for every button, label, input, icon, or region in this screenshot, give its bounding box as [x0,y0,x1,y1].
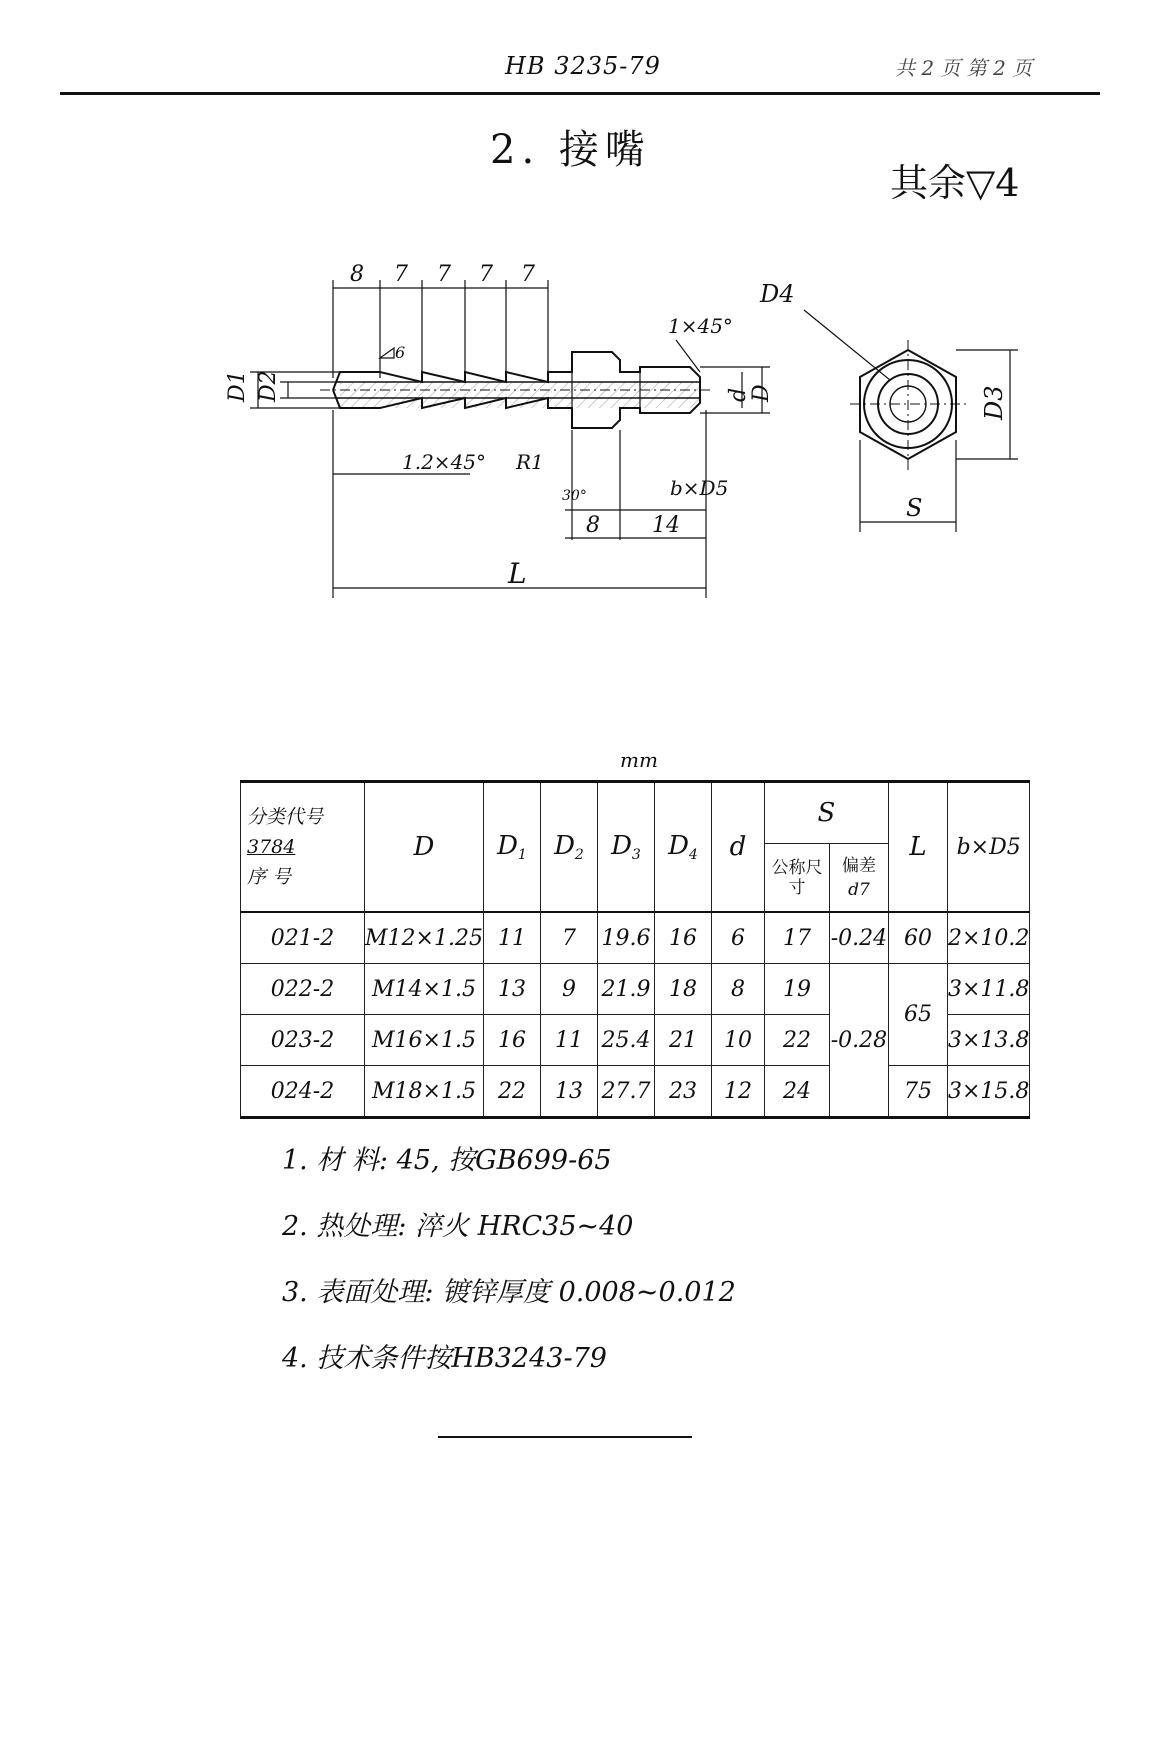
row-D: M14×1.5 [365,964,484,1015]
row-D1: 13 [483,964,540,1015]
code-header-line1: 分类代号 [247,806,324,828]
row-code: 022-2 [241,964,365,1015]
dim-L: L [508,557,527,590]
note-technical-conditions: 4. 技术条件按HB3243-79 [282,1343,607,1374]
label-D4: D4 [760,280,795,308]
dim-8-top: 8 [350,262,364,287]
dim-7-b: 7 [437,262,451,287]
row-bxD5: 3×15.8 [947,1066,1029,1118]
part-side-view [320,352,712,428]
row-code: 024-2 [241,1066,365,1118]
col-S-deviation [829,844,888,913]
row-code: 023-2 [241,1015,365,1066]
page-indicator: 共 2 页 第 2 页 [895,56,1033,80]
row-d: 12 [711,1066,764,1118]
code-header-line3: 序 号 [247,866,292,888]
row-D3: 19.6 [597,912,654,964]
row-L: 65 [888,964,947,1066]
note-heat-treatment: 2. 热处理: 淬火 HRC35~40 [282,1211,634,1242]
col-S-deviation-symbol: d7 [848,879,870,900]
label-D1: D1 [225,370,250,402]
part-title: 2. 接嘴 [490,127,651,173]
row-bxD5: 3×13.8 [947,1015,1029,1066]
label-S: S [906,494,923,522]
end-view-hexagon [850,340,966,470]
row-D4: 21 [654,1015,711,1066]
row-D3: 27.7 [597,1066,654,1118]
row-D2: 7 [540,912,597,964]
roughness-symbol [380,348,394,358]
row-deviation: -0.24 [829,912,888,964]
row-D4: 18 [654,964,711,1015]
col-d: d [711,782,764,913]
col-D: D [365,782,484,913]
dimension-table [240,780,1030,1119]
chamfer-top: 1×45° [668,314,733,338]
dim-7-a: 7 [394,262,408,287]
col-D3-main: D [611,831,632,861]
code-header-cell [241,782,365,913]
row-D3: 21.9 [597,964,654,1015]
col-S: S [764,782,888,844]
row-S: 24 [764,1066,829,1118]
row-bxD5: 2×10.2 [947,912,1029,964]
col-D1 [483,782,540,913]
row-D: M12×1.25 [365,912,484,964]
row-d: 10 [711,1015,764,1066]
row-bxD5: 3×11.8 [947,964,1029,1015]
label-d: d [726,387,751,402]
col-D2 [540,782,597,913]
row-D4: 23 [654,1066,711,1118]
dim-7-d: 7 [521,262,535,287]
technical-notes [282,1128,736,1392]
top-dimension-values [350,262,535,287]
col-D2-main: D [554,831,575,861]
code-header-line2: 3784 [247,836,296,858]
row-D1: 16 [483,1015,540,1066]
col-L: L [888,782,947,913]
row-d: 6 [711,912,764,964]
row-D4: 16 [654,912,711,964]
col-S-nominal: 公称尺寸 [764,844,829,913]
row-S: 17 [764,912,829,964]
table-unit: mm [620,748,658,772]
col-D1-sub: 1 [517,847,527,863]
note-surface-treatment: 3. 表面处理: 镀锌厚度 0.008~0.012 [282,1277,736,1308]
col-D1-main: D [497,831,518,861]
col-D2-sub: 2 [574,847,584,863]
chamfer-bottom: 1.2×45° [402,450,487,474]
groove-label: b×D5 [670,476,729,500]
col-D4-sub: 4 [688,847,698,863]
col-S-deviation-label: 偏差 [841,855,876,876]
dim-8-bottom: 8 [586,513,600,538]
row-D2: 13 [540,1066,597,1118]
row-D: M16×1.5 [365,1015,484,1066]
label-D: D [749,384,774,402]
col-bxD5: b×D5 [947,782,1029,913]
row-code: 021-2 [241,912,365,964]
technical-drawing [0,0,1152,640]
row-L: 75 [888,1066,947,1118]
label-D2: D2 [256,370,281,402]
table-row [241,912,1030,964]
standard-number: HB 3235-79 [505,52,661,80]
row-d: 8 [711,964,764,1015]
row-D3: 25.4 [597,1015,654,1066]
label-D3: D3 [980,385,1008,420]
roughness-left: 6 [395,343,406,362]
surface-roughness-note: 其余▽4 [890,161,1020,205]
table-row [241,964,1030,1015]
row-L: 60 [888,912,947,964]
row-S: 22 [764,1015,829,1066]
row-D1: 22 [483,1066,540,1118]
top-dimension-chain [333,280,548,378]
radius-label: R1 [516,450,544,474]
row-D: M18×1.5 [365,1066,484,1118]
col-D4-main: D [668,831,689,861]
angle-label: 30° [562,488,587,504]
row-S: 19 [764,964,829,1015]
note-material: 1. 材 料: 45, 按GB699-65 [282,1145,612,1176]
end-rule [438,1436,692,1438]
row-D2: 11 [540,1015,597,1066]
col-D3 [597,782,654,913]
table-row [241,1066,1030,1118]
dim-7-c: 7 [479,262,493,287]
row-deviation: -0.28 [829,964,888,1118]
row-D2: 9 [540,964,597,1015]
col-D4 [654,782,711,913]
row-D1: 11 [483,912,540,964]
dim-14: 14 [652,513,680,538]
col-D3-sub: 3 [631,847,641,863]
